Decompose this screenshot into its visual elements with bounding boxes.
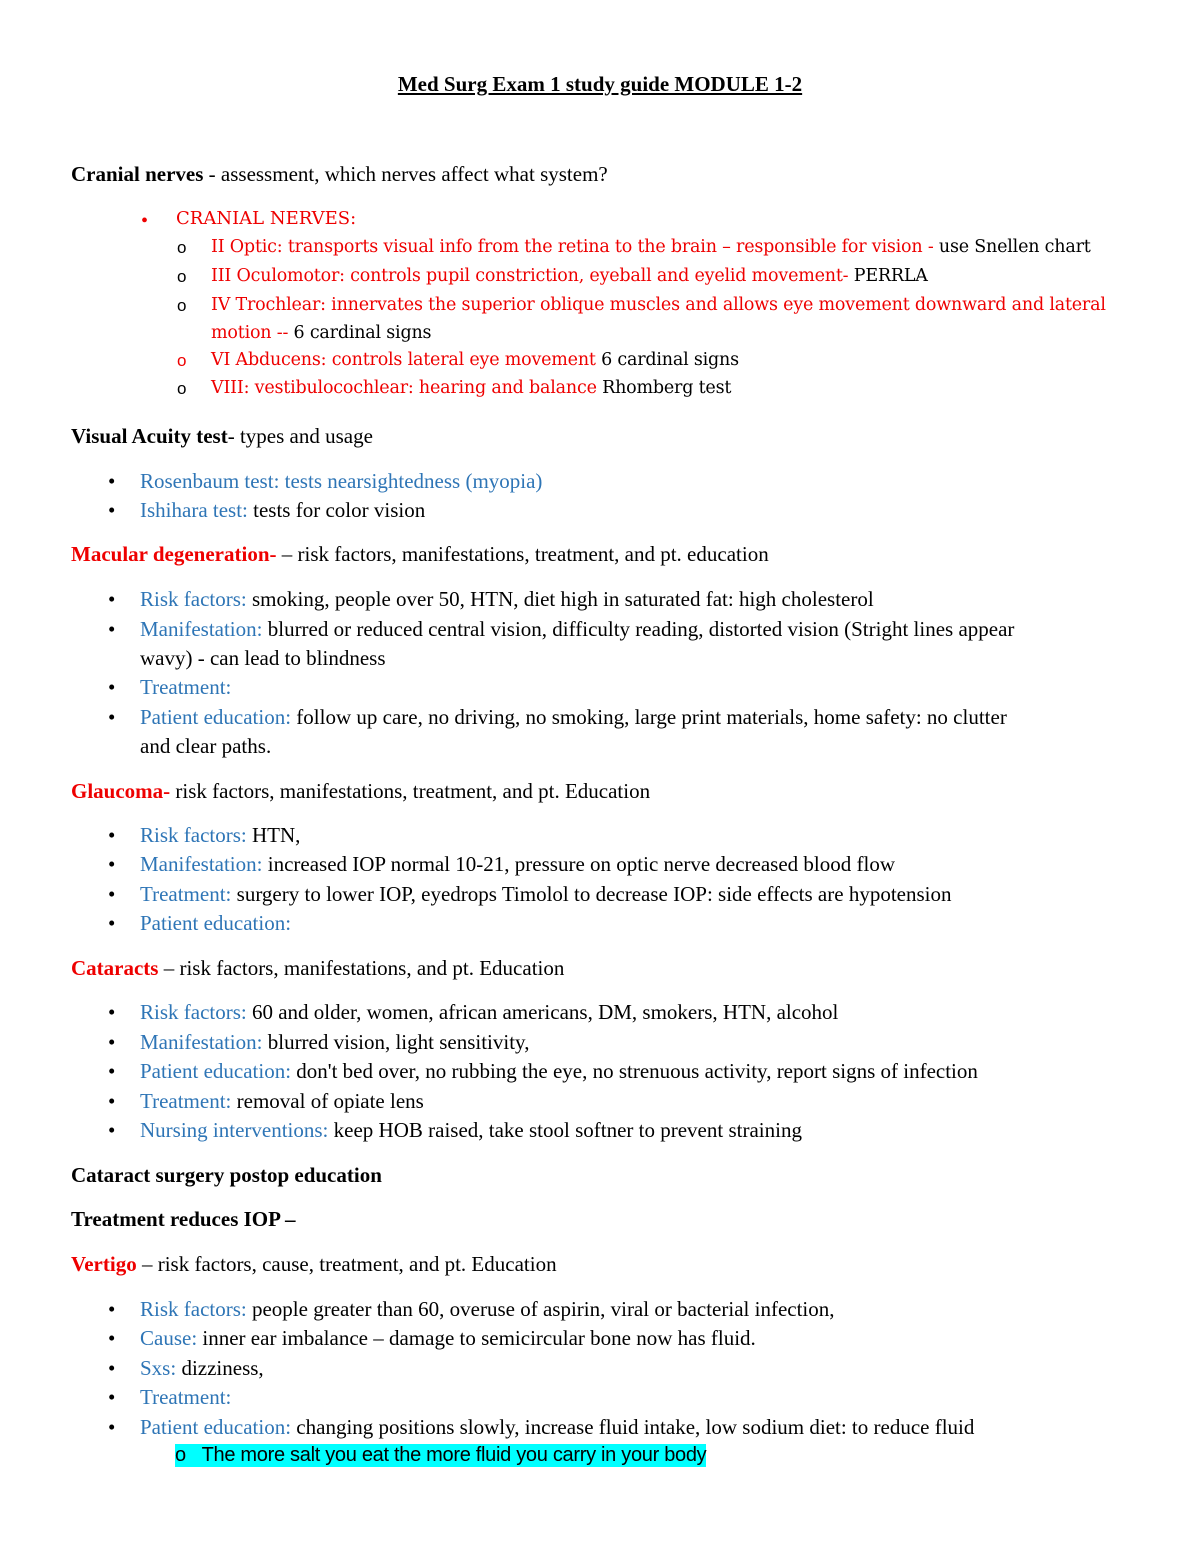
bullet-icon: • xyxy=(108,705,116,729)
circle-bullet-icon: o xyxy=(177,267,187,286)
heading-label: Macular degeneration- xyxy=(71,542,277,566)
item-text: PERRLA xyxy=(848,266,928,286)
item-text: increased IOP normal 10-21, pressure on optic nerve decreased blood flow xyxy=(262,852,895,876)
circle-bullet-icon: o xyxy=(177,238,187,257)
vertigo-heading xyxy=(71,1252,557,1277)
list-item xyxy=(108,852,895,877)
list-item xyxy=(108,911,292,936)
item-text: changing positions slowly, increase fluid intake, low sodium diet: to reduce fluid xyxy=(291,1415,975,1439)
circle-bullet-icon: o xyxy=(177,351,187,370)
item-label: Treatment: xyxy=(140,675,232,699)
list-item-continuation xyxy=(140,646,386,671)
list-item xyxy=(177,266,928,286)
item-red-text: III Oculomotor: controls pupil constriction, eyeball and eyelid movement- xyxy=(211,266,849,286)
item-red-text: VIII: vestibulocochlear: hearing and balance xyxy=(211,378,597,398)
item-text: people greater than 60, overuse of aspirin, viral or bacterial infection, xyxy=(246,1297,835,1321)
item-text: removal of opiate lens xyxy=(231,1089,424,1113)
cataracts-heading xyxy=(71,956,564,981)
item-text: blurred or reduced central vision, difficulty reading, distorted vision (Stright lines appear xyxy=(262,617,1015,641)
item-label: Treatment: xyxy=(140,882,232,906)
bullet-icon: • xyxy=(108,882,116,906)
item-text: don't bed over, no rubbing the eye, no strenuous activity, report signs of infection xyxy=(291,1059,978,1083)
list-item xyxy=(108,1297,835,1322)
bullet-icon: • xyxy=(108,498,116,522)
list-item xyxy=(108,617,1015,642)
page-title: Med Surg Exam 1 study guide MODULE 1-2 xyxy=(397,72,803,96)
heading-tail: - assessment, which nerves affect what system? xyxy=(203,162,608,186)
list-item-continuation xyxy=(211,323,431,343)
item-label: Manifestation: xyxy=(140,1030,263,1054)
list-item xyxy=(108,587,874,612)
cranial-nerves-heading xyxy=(71,162,608,187)
heading-label: Cranial nerves xyxy=(71,162,204,186)
item-text: 6 cardinal signs xyxy=(595,350,739,370)
item-text: 60 and older, women, african americans, DM, smokers, HTN, alcohol xyxy=(246,1000,839,1024)
cranial-nerves-subheading: CRANIAL NERVES: xyxy=(176,208,357,229)
item-red-text: VI Abducens: controls lateral eye movement xyxy=(211,350,596,370)
list-item xyxy=(108,823,301,848)
list-item xyxy=(108,1000,839,1025)
bullet-icon: • xyxy=(108,1415,116,1439)
heading-label: Cataract surgery postop education xyxy=(71,1163,382,1187)
sub-note-text: The more salt you eat the more fluid you carry in your body xyxy=(201,1444,707,1466)
list-item xyxy=(108,1385,232,1410)
bullet-icon: • xyxy=(108,1000,116,1024)
list-item xyxy=(108,1326,756,1351)
circle-bullet-icon: o xyxy=(177,379,187,398)
item-text: dizziness, xyxy=(176,1356,264,1380)
item-red-text: motion -- xyxy=(211,323,289,343)
item-text: wavy) - can lead to blindness xyxy=(140,646,386,670)
macular-degeneration-heading xyxy=(71,542,769,567)
list-item-continuation xyxy=(140,734,271,759)
cataract-surgery-heading xyxy=(71,1163,382,1188)
item-label: Rosenbaum test: tests nearsightedness (myopia) xyxy=(140,469,543,493)
heading-tail: – risk factors, manifestations, and pt. Education xyxy=(158,956,565,980)
heading-tail: risk factors, manifestations, treatment, and pt. Education xyxy=(170,779,651,803)
list-item xyxy=(108,469,543,494)
heading-tail: – risk factors, manifestations, treatment, and pt. education xyxy=(276,542,769,566)
item-label: Risk factors: xyxy=(140,1297,247,1321)
item-label: Manifestation: xyxy=(140,617,263,641)
item-text: and clear paths. xyxy=(140,734,272,758)
list-item xyxy=(108,1059,978,1084)
heading-label: Glaucoma- xyxy=(71,779,171,803)
item-label: Ishihara test: xyxy=(140,498,248,522)
item-label: Patient education: xyxy=(140,911,292,935)
item-label: Manifestation: xyxy=(140,852,263,876)
list-item xyxy=(108,1030,530,1055)
bullet-icon: • xyxy=(108,852,116,876)
list-item xyxy=(108,675,232,700)
list-item xyxy=(177,350,739,370)
item-text: keep HOB raised, take stool softner to prevent straining xyxy=(328,1118,802,1142)
bullet-icon: • xyxy=(108,675,116,699)
heading-label: Treatment reduces IOP – xyxy=(71,1207,296,1231)
bullet-icon: • xyxy=(108,1089,116,1113)
item-text: use Snellen chart xyxy=(933,237,1091,257)
item-text: HTN, xyxy=(246,823,301,847)
list-item xyxy=(108,1089,424,1114)
list-item xyxy=(108,705,1007,730)
heading-tail: – risk factors, cause, treatment, and pt. Education xyxy=(136,1252,557,1276)
list-item xyxy=(108,1356,264,1381)
item-red-text: II Optic: transports visual info from the retina to the brain – responsible for vision - xyxy=(211,237,934,257)
bullet-icon: • xyxy=(108,1385,116,1409)
item-label: Cause: xyxy=(140,1326,198,1350)
bullet-icon: • xyxy=(108,587,116,611)
bullet-icon: • xyxy=(108,617,116,641)
list-item xyxy=(177,378,732,398)
bullet-icon: • xyxy=(108,1118,116,1142)
item-text: follow up care, no driving, no smoking, large print materials, home safety: no clutter xyxy=(291,705,1007,729)
circle-bullet-icon: o xyxy=(175,1444,186,1466)
item-text: tests for color vision xyxy=(247,498,426,522)
list-item xyxy=(108,882,952,907)
item-text: inner ear imbalance – damage to semicircular bone now has fluid. xyxy=(197,1326,756,1350)
bullet-icon: • xyxy=(108,1059,116,1083)
list-item xyxy=(108,1415,975,1440)
bullet-icon: • xyxy=(108,1326,116,1350)
list-item xyxy=(108,1118,802,1143)
bullet-icon: • xyxy=(108,1030,116,1054)
bullet-icon: • xyxy=(108,1356,116,1380)
item-label: Nursing interventions: xyxy=(140,1118,329,1142)
heading-label: Visual Acuity test xyxy=(71,424,228,448)
item-label: Patient education: xyxy=(140,1059,292,1083)
heading-label: Vertigo xyxy=(71,1252,137,1276)
item-label: Treatment: xyxy=(140,1385,232,1409)
list-item xyxy=(177,237,1091,257)
item-label: Risk factors: xyxy=(140,587,247,611)
item-text: surgery to lower IOP, eyedrops Timolol to decrease IOP: side effects are hypotension xyxy=(231,882,952,906)
item-label: Treatment: xyxy=(140,1089,232,1113)
item-text: 6 cardinal signs xyxy=(288,323,432,343)
item-label: Risk factors: xyxy=(140,823,247,847)
heading-tail: - types and usage xyxy=(227,424,373,448)
bullet-icon: • xyxy=(141,210,149,232)
heading-label: Cataracts xyxy=(71,956,159,980)
bullet-icon: • xyxy=(108,911,116,935)
item-label: Patient education: xyxy=(140,1415,292,1439)
visual-acuity-heading xyxy=(71,424,373,449)
list-item xyxy=(108,498,426,523)
glaucoma-heading xyxy=(71,779,650,804)
item-label: Patient education: xyxy=(140,705,292,729)
item-text: blurred vision, light sensitivity, xyxy=(262,1030,530,1054)
circle-bullet-icon: o xyxy=(177,296,187,315)
highlighted-sub-note xyxy=(175,1444,706,1467)
bullet-icon: • xyxy=(108,1297,116,1321)
item-red-text: IV Trochlear: innervates the superior oblique muscles and allows eye movement downward and lateral xyxy=(211,295,1106,315)
bullet-icon: • xyxy=(108,469,116,493)
item-label: Risk factors: xyxy=(140,1000,247,1024)
treatment-iop-heading xyxy=(71,1207,296,1232)
item-text: smoking, people over 50, HTN, diet high in saturated fat: high cholesterol xyxy=(246,587,874,611)
bullet-icon: • xyxy=(108,823,116,847)
item-label: Sxs: xyxy=(140,1356,177,1380)
item-text: Rhomberg test xyxy=(596,378,732,398)
list-item xyxy=(177,295,1106,315)
